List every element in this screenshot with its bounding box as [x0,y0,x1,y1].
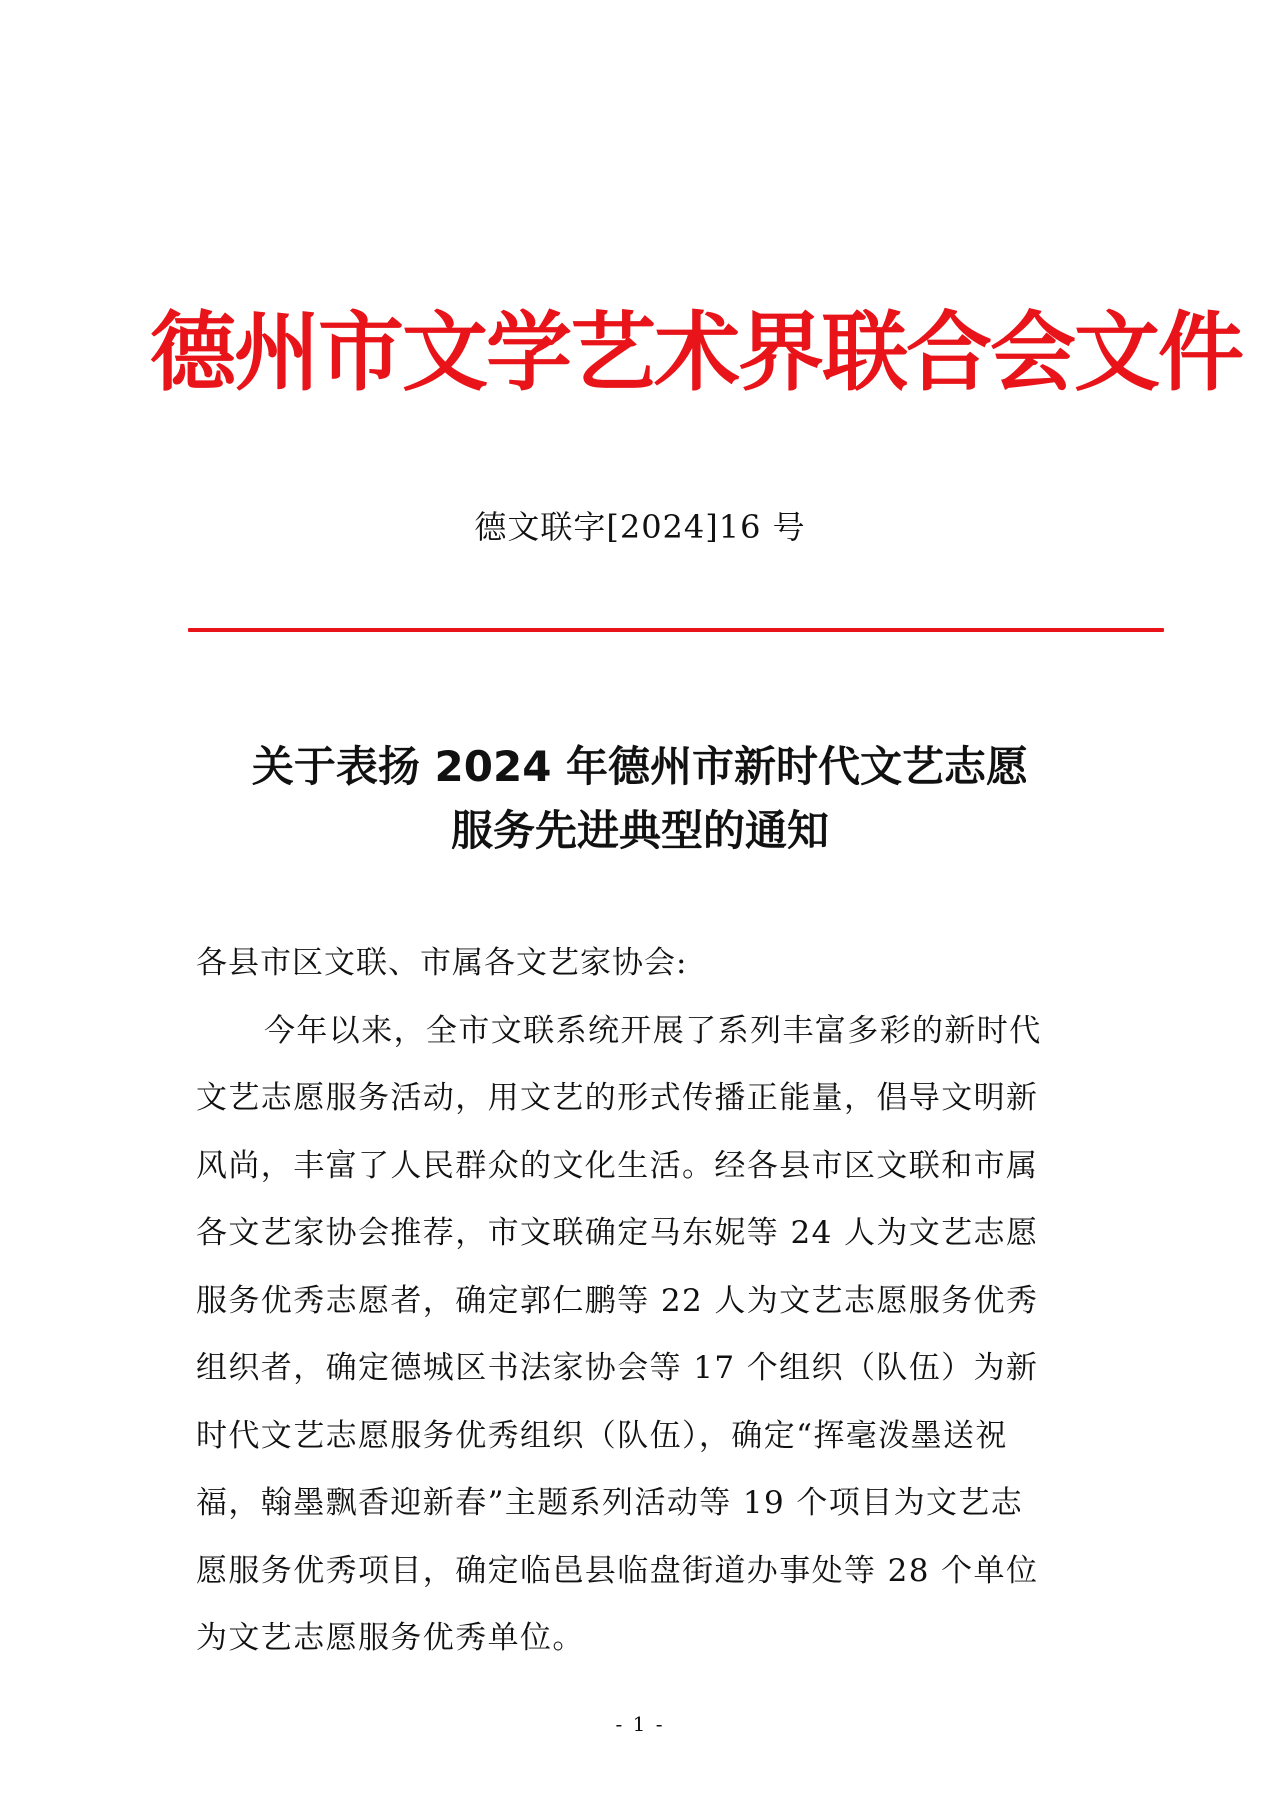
paragraph-line: 为文艺志愿服务优秀单位。 [196,1620,585,1656]
document-number: 德文联字[2024]16 号 [474,508,806,546]
paragraph-line: 各文艺家协会推荐，市文联确定马东妮等 24 人为文艺志愿 [196,1215,1039,1251]
notice-title [0,735,1280,863]
notice-title-line-1: 关于表扬 2024 年德州市新时代文艺志愿 [251,742,1029,791]
paragraph-line: 文艺志愿服务活动，用文艺的形式传播正能量，倡导文明新 [196,1080,1039,1116]
paragraph-line: 风尚，丰富了人民群众的文化生活。经各县市区文联和市属 [196,1147,1039,1184]
notice-title-line-2: 服务先进典型的通知 [450,806,829,855]
paragraph-line: 愿服务优秀项目，确定临邑县临盘街道办事处等 28 个单位 [196,1552,1039,1589]
paragraph-line: 今年以来，全市文联系统开展了系列丰富多彩的新时代 [264,1012,1042,1049]
salutation: 各县市区文联、市属各文艺家协会: [196,945,688,981]
paragraph-line: 时代文艺志愿服务优秀组织（队伍），确定“挥毫泼墨送祝 [196,1417,1008,1454]
paragraph-line: 服务优秀志愿者，确定郭仁鹏等 22 人为文艺志愿服务优秀 [196,1282,1039,1319]
page-number: - 1 - [615,1712,665,1736]
paragraph-line: 福，翰墨飘香迎新春”主题系列活动等 19 个项目为文艺志 [196,1485,1024,1521]
red-divider-rule [188,628,1164,632]
notice-body [196,930,1084,1673]
masthead-title: 德州市文学艺术界联合会文件 [150,302,1242,403]
paragraph-line: 组织者，确定德城区书法家协会等 17 个组织（队伍）为新 [196,1350,1039,1386]
